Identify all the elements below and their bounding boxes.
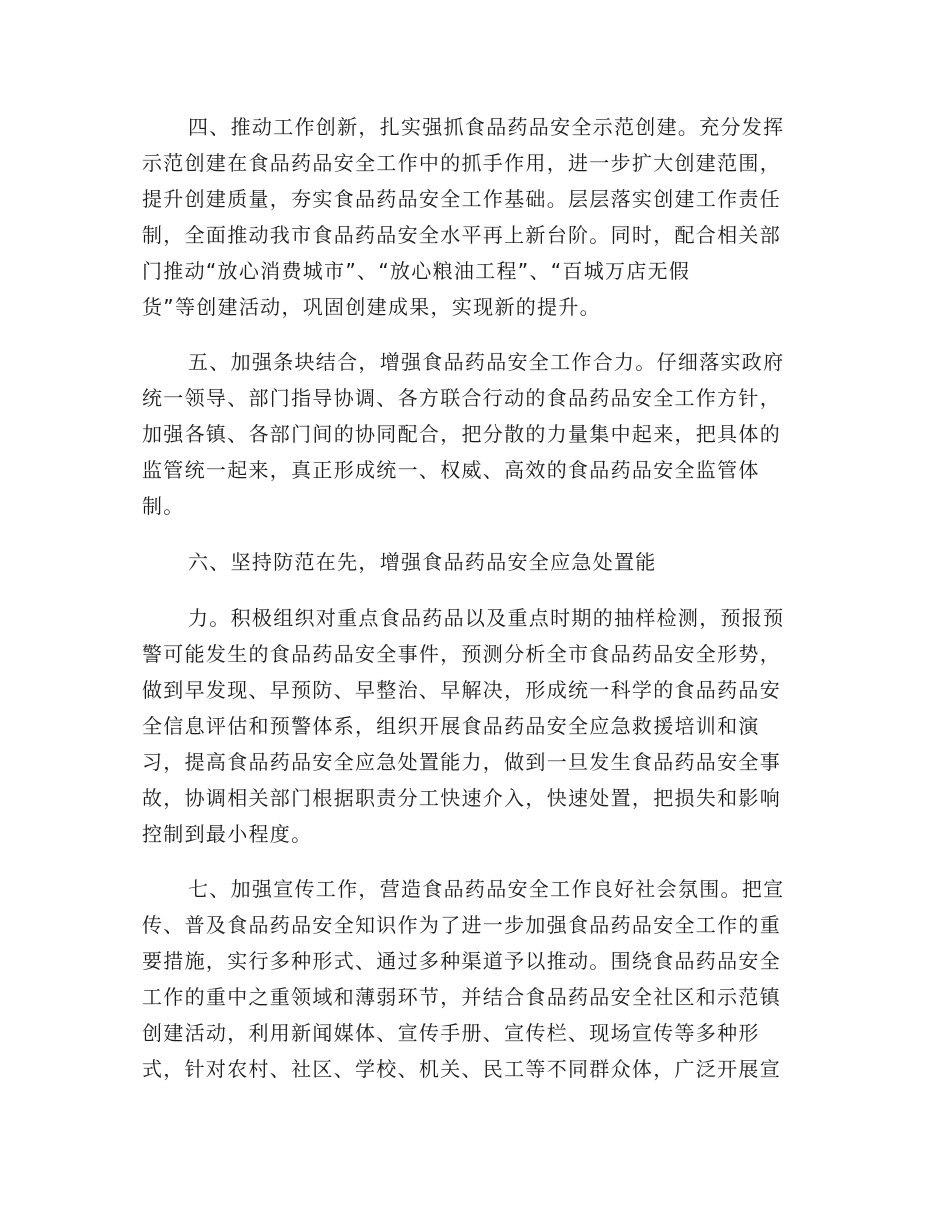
paragraph-1-line-2: 示范创建在食品药品安全工作中的抓手作用，进一步扩大创建范围， (142, 151, 781, 175)
paragraph-5-line-6: 式，针对农村、社区、学校、机关、民工等不同群众体，广泛开展宣 (142, 1057, 781, 1081)
paragraph-1-line-1: 四、推动工作创新，扎实强抓食品药品安全示范创建。充分发挥 (188, 115, 785, 139)
paragraph-2-line-2: 统一领导、部门指导协调、各方联合行动的食品药品安全工作方针， (142, 386, 781, 410)
paragraph-4-line-2: 警可能发生的食品药品安全事件，预测分析全市食品药品安全形势， (142, 642, 781, 666)
paragraph-2-line-5: 制。 (142, 494, 185, 518)
paragraph-1-line-4: 制，全面推动我市食品药品安全水平再上新台阶。同时，配合相关部 (142, 223, 781, 247)
paragraph-5-line-3: 要措施，实行多种形式、通过多种渠道予以推动。围绕食品药品安全 (142, 949, 781, 973)
paragraph-4-line-3: 做到早发现、早预防、早整治、早解决，形成统一科学的食品药品安 (142, 678, 781, 702)
paragraph-1-line-5: 门推动“放心消费城市”、“放心粮油工程”、“百城万店无假 (142, 259, 691, 283)
paragraph-2-line-4: 监管统一起来，真正形成统一、权威、高效的食品药品安全监管体 (142, 458, 760, 482)
paragraph-2-line-1: 五、加强条块结合，增强食品药品安全工作合力。仔细落实政府 (188, 350, 785, 374)
paragraph-4-line-4: 全信息评估和预警体系，组织开展食品药品安全应急救援培训和演 (142, 714, 760, 738)
paragraph-5-line-1: 七、加强宣传工作，营造食品药品安全工作良好社会氛围。把宣 (188, 877, 785, 901)
paragraph-4-line-1: 力。积极组织对重点食品药品以及重点时期的抽样检测，预报预 (188, 606, 785, 630)
paragraph-4-line-7: 控制到最小程度。 (142, 822, 313, 846)
paragraph-5-line-2: 传、普及食品药品安全知识作为了进一步加强食品药品安全工作的重 (142, 913, 781, 937)
paragraph-4-line-5: 习，提高食品药品安全应急处置能力，做到一旦发生食品药品安全事 (142, 750, 781, 774)
paragraph-1-line-6: 货”等创建活动，巩固创建成果，实现新的提升。 (142, 295, 601, 319)
paragraph-5-line-4: 工作的重中之重领域和薄弱环节，并结合食品药品安全社区和示范镇 (142, 985, 781, 1009)
paragraph-5-line-5: 创建活动，利用新闻媒体、宣传手册、宣传栏、现场宣传等多种形 (142, 1021, 760, 1045)
paragraph-2-line-3: 加强各镇、各部门间的协同配合，把分散的力量集中起来，把具体的 (142, 422, 781, 446)
paragraph-1-line-3: 提升创建质量，夯实食品药品安全工作基础。层层落实创建工作责任 (142, 187, 781, 211)
paragraph-3-line-1: 六、坚持防范在先，增强食品药品安全应急处置能 (188, 550, 657, 574)
paragraph-4-line-6: 故，协调相关部门根据职责分工快速介入，快速处置，把损失和影响 (142, 786, 781, 810)
